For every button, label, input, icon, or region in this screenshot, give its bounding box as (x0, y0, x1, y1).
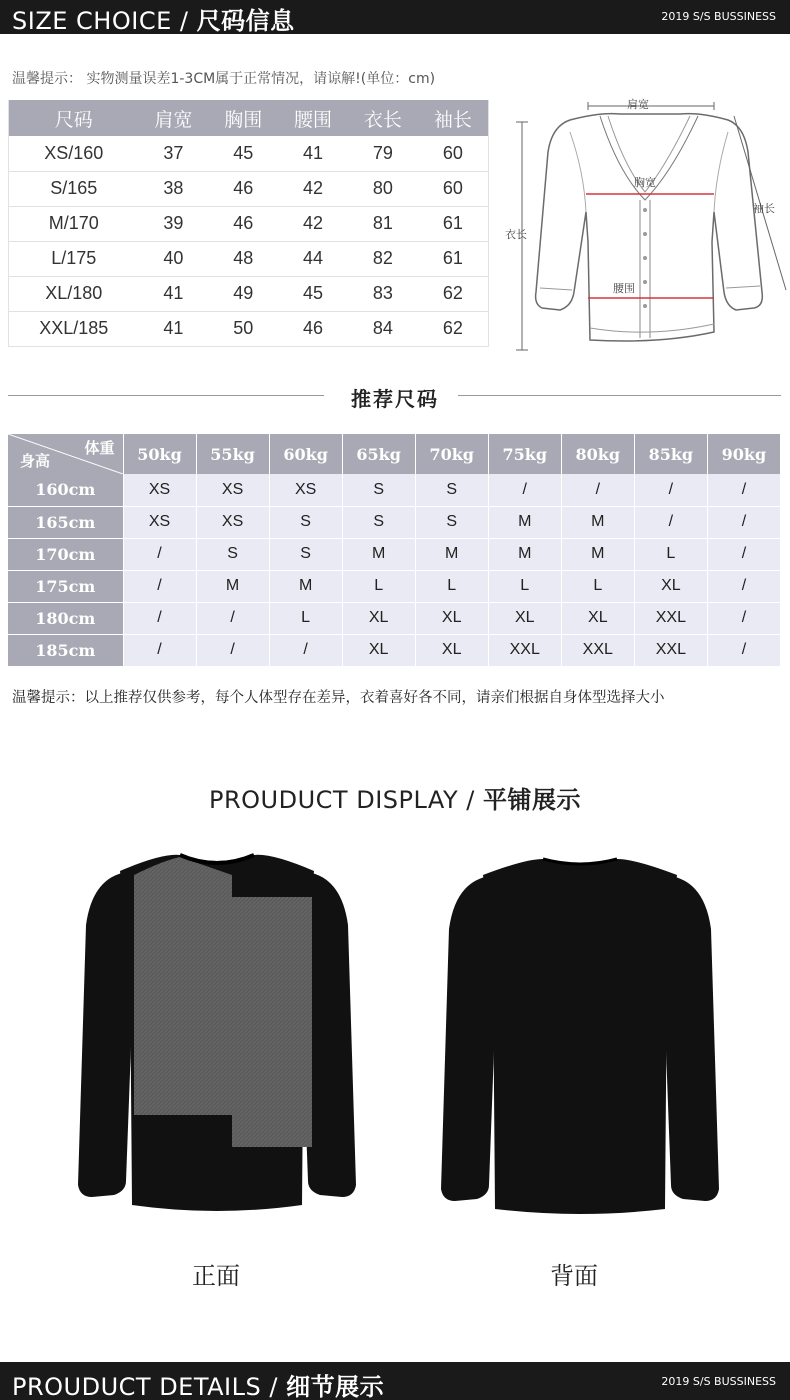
recommend-size-cell: XXL (634, 634, 707, 666)
cardigan-outline-illustration (500, 92, 788, 360)
size-table-row (9, 311, 489, 346)
size-table-row (9, 136, 489, 171)
recommend-size-cell: XS (269, 474, 342, 506)
recommend-size-cell: XXL (634, 602, 707, 634)
recommend-size-cell: L (415, 570, 488, 602)
recommend-size-cell: XXL (561, 634, 634, 666)
height-header: 180cm (8, 602, 123, 634)
size-cell: 44 (278, 241, 348, 276)
gray-panel-left (134, 875, 232, 1115)
weight-axis-label: 体重 (84, 439, 115, 457)
recommend-size-cell: / (123, 538, 196, 570)
size-cell: 41 (278, 136, 348, 171)
size-table-row (9, 276, 489, 311)
size-cell: XL/180 (9, 276, 139, 311)
front-caption: 正面 (192, 1262, 240, 1290)
size-cell: 37 (139, 136, 209, 171)
gray-panel-right (232, 897, 312, 1147)
sleeve-label: 袖长 (753, 202, 775, 215)
recommend-size-cell: XL (561, 602, 634, 634)
season-label: 2019 S/S BUSSINESS (661, 1375, 776, 1388)
height-header: 170cm (8, 538, 123, 570)
size-cell: 45 (278, 276, 348, 311)
size-cell: S/165 (9, 171, 139, 206)
section-title-cn: 细节展示 (286, 1373, 385, 1400)
display-title-cn: 平铺展示 (482, 786, 581, 814)
sweater-front-image (72, 845, 362, 1225)
recommend-size-cell: M (196, 570, 269, 602)
size-cell: 46 (208, 171, 278, 206)
recommend-size-cell: / (707, 602, 780, 634)
recommend-size-cell: XL (488, 602, 561, 634)
recommend-size-cell: / (707, 634, 780, 666)
section-title-cn: 尺码信息 (196, 7, 295, 35)
recommend-size-cell: M (342, 538, 415, 570)
weight-header: 70kg (415, 434, 488, 474)
size-cell: 82 (348, 241, 418, 276)
size-cell: 61 (418, 206, 489, 241)
weight-header: 80kg (561, 434, 634, 474)
size-cell: 81 (348, 206, 418, 241)
measurement-diagram (500, 92, 788, 360)
recommend-size-cell: S (269, 506, 342, 538)
back-caption: 背面 (550, 1262, 598, 1290)
size-cell: 49 (208, 276, 278, 311)
recommend-size-cell: / (123, 634, 196, 666)
size-cell: 41 (139, 276, 209, 311)
size-cell: 48 (208, 241, 278, 276)
corner-cell (8, 434, 123, 474)
size-cell: 83 (348, 276, 418, 311)
recommend-size-cell: / (561, 474, 634, 506)
size-cell: 79 (348, 136, 418, 171)
size-cell: 60 (418, 171, 489, 206)
chest-label: 胸宽 (634, 176, 656, 189)
section-title (12, 1367, 384, 1400)
size-table-header: 袖长 (418, 100, 489, 136)
waist-label: 腰围 (613, 282, 635, 295)
recommend-size-cell: S (196, 538, 269, 570)
height-header: 165cm (8, 506, 123, 538)
size-cell: 40 (139, 241, 209, 276)
size-cell: 50 (208, 311, 278, 346)
height-header: 185cm (8, 634, 123, 666)
height-header: 160cm (8, 474, 123, 506)
recommend-size-cell: XL (342, 602, 415, 634)
section-title-en: PROUDUCT DETAILS / (12, 1373, 287, 1400)
recommend-header-row (8, 434, 781, 474)
button-dots (643, 208, 647, 308)
recommend-size-cell: XL (415, 602, 488, 634)
sweater-back-image (435, 845, 725, 1225)
size-table-header: 腰围 (278, 100, 348, 136)
recommend-size-cell: / (196, 602, 269, 634)
recommend-size-cell: S (342, 474, 415, 506)
size-table-header: 肩宽 (139, 100, 209, 136)
size-cell: XXL/185 (9, 311, 139, 346)
section-header-product-details (0, 1362, 790, 1400)
recommend-size-cell: L (634, 538, 707, 570)
recommend-row (8, 538, 781, 570)
recommend-size-table (8, 434, 781, 667)
recommend-size-cell: XL (415, 634, 488, 666)
recommend-size-cell: XL (634, 570, 707, 602)
size-table-row (9, 171, 489, 206)
weight-header: 85kg (634, 434, 707, 474)
sweater-front-illustration (72, 845, 362, 1225)
weight-header: 65kg (342, 434, 415, 474)
length-label: 衣长 (505, 228, 527, 241)
weight-header: 75kg (488, 434, 561, 474)
section-header-size-choice (0, 0, 790, 34)
recommend-size-cell: S (415, 474, 488, 506)
size-table-header-row (9, 100, 489, 136)
size-cell: 41 (139, 311, 209, 346)
recommend-size-cell: L (488, 570, 561, 602)
recommend-size-cell: XL (342, 634, 415, 666)
recommend-size-cell: L (342, 570, 415, 602)
height-axis-label: 身高 (20, 452, 51, 470)
recommend-size-cell: / (634, 474, 707, 506)
recommend-size-cell: S (415, 506, 488, 538)
size-cell: 62 (418, 311, 489, 346)
recommend-size-cell: / (269, 634, 342, 666)
recommend-size-cell: L (561, 570, 634, 602)
recommend-note: 温馨提示：以上推荐仅供参考，每个人体型存在差异，衣着喜好各不同，请亲们根据自身体型选择大小 (12, 690, 665, 706)
recommend-size-cell: / (634, 506, 707, 538)
size-table-row (9, 206, 489, 241)
recommend-size-cell: M (488, 538, 561, 570)
recommend-size-cell: / (707, 506, 780, 538)
size-cell: 38 (139, 171, 209, 206)
section-title-en: SIZE CHOICE / (12, 7, 197, 35)
recommend-size-cell: / (707, 538, 780, 570)
recommend-size-cell: / (123, 602, 196, 634)
recommend-size-cell: M (488, 506, 561, 538)
size-cell: 42 (278, 171, 348, 206)
recommend-size-cell: / (707, 570, 780, 602)
weight-header: 60kg (269, 434, 342, 474)
recommend-size-cell: / (707, 474, 780, 506)
recommend-size-cell: / (123, 570, 196, 602)
size-cell: 62 (418, 276, 489, 311)
size-table-row (9, 241, 489, 276)
recommend-row (8, 506, 781, 538)
recommend-size-cell: S (342, 506, 415, 538)
size-cell: 84 (348, 311, 418, 346)
size-table-header: 衣长 (348, 100, 418, 136)
recommend-size-cell: M (269, 570, 342, 602)
size-table (8, 100, 489, 347)
size-cell: 45 (208, 136, 278, 171)
recommend-size-cell: XS (123, 506, 196, 538)
height-header: 175cm (8, 570, 123, 602)
size-cell: 60 (418, 136, 489, 171)
size-cell: L/175 (9, 241, 139, 276)
recommend-size-cell: / (488, 474, 561, 506)
recommend-title (0, 383, 790, 412)
size-cell: XS/160 (9, 136, 139, 171)
season-label: 2019 S/S BUSSINESS (661, 10, 776, 23)
weight-header: 50kg (123, 434, 196, 474)
recommend-row (8, 570, 781, 602)
size-measure-note: 温馨提示： 实物测量误差1-3CM属于正常情况，请谅解!(单位：cm) (12, 71, 436, 87)
size-cell: 46 (208, 206, 278, 241)
recommend-size-cell: M (561, 506, 634, 538)
size-cell: 39 (139, 206, 209, 241)
recommend-title-text: 推荐尺码 (341, 387, 449, 411)
size-cell: 42 (278, 206, 348, 241)
recommend-size-cell: L (269, 602, 342, 634)
recommend-size-cell: M (415, 538, 488, 570)
recommend-size-cell: XXL (488, 634, 561, 666)
size-cell: 61 (418, 241, 489, 276)
shoulder-label: 肩宽 (627, 98, 649, 111)
display-title (0, 780, 790, 815)
weight-header: 55kg (196, 434, 269, 474)
sweater-back-illustration (435, 845, 725, 1225)
recommend-size-cell: M (561, 538, 634, 570)
recommend-row (8, 602, 781, 634)
size-table-header: 胸围 (208, 100, 278, 136)
recommend-size-cell: XS (196, 506, 269, 538)
size-table-header: 尺码 (9, 100, 139, 136)
section-title (12, 1, 295, 36)
display-title-en: PROUDUCT DISPLAY / (209, 786, 483, 814)
recommend-size-cell: / (196, 634, 269, 666)
weight-header: 90kg (707, 434, 780, 474)
size-cell: M/170 (9, 206, 139, 241)
recommend-row (8, 634, 781, 666)
size-cell: 80 (348, 171, 418, 206)
recommend-size-cell: XS (123, 474, 196, 506)
size-cell: 46 (278, 311, 348, 346)
recommend-size-cell: XS (196, 474, 269, 506)
recommend-size-cell: S (269, 538, 342, 570)
recommend-row (8, 474, 781, 506)
